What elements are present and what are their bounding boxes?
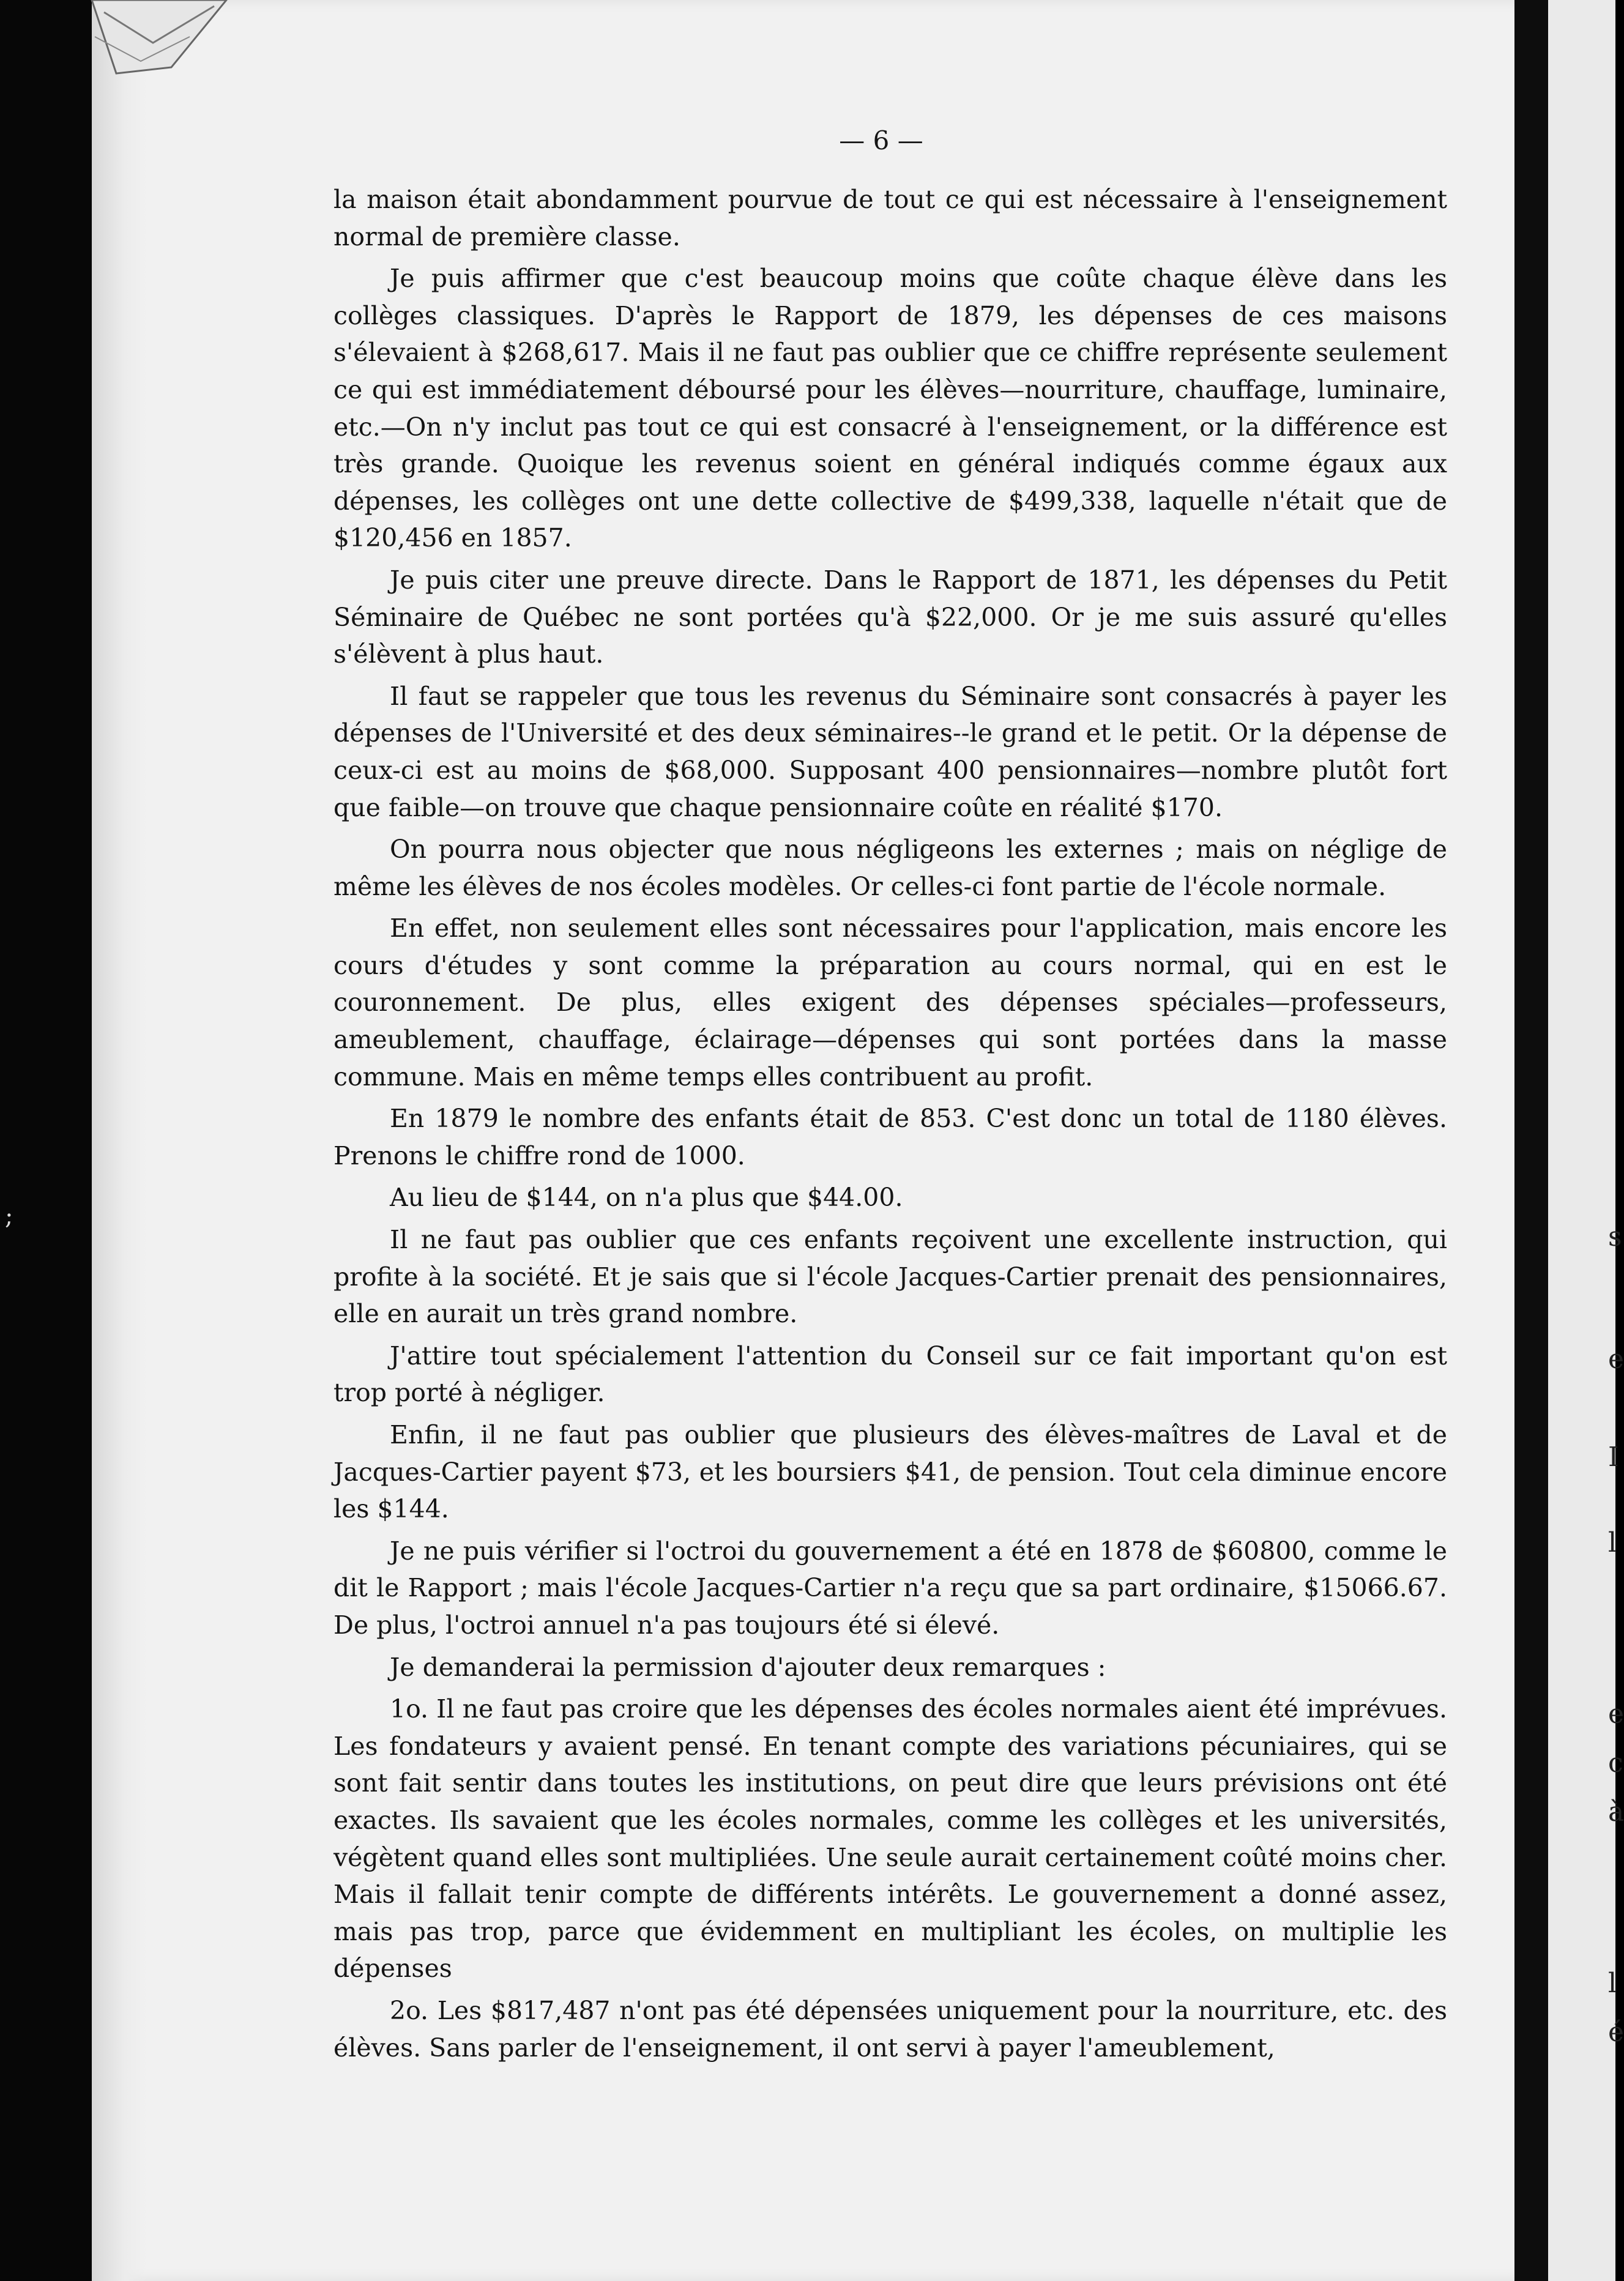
- paragraph: Je puis citer une preuve directe. Dans le Rapport de 1871, les dépenses du Petit Séminaire de Québec ne sont portées qu'à $22,000. Or je me suis assuré qu'elles s'élèvent à plus haut.: [333, 565, 1447, 669]
- adjacent-page-letter: é: [1608, 2017, 1624, 2048]
- paragraph: la maison était abondamment pourvue de tout ce qui est nécessaire à l'enseignement normal de première classe.: [333, 185, 1447, 251]
- page-number: — 6 —: [839, 125, 923, 155]
- paragraph: Il faut se rappeler que tous les revenus du Séminaire sont consacrés à payer les dépenses de l'Université et des deux séminaires--le grand et le petit. Or la dépense de ceux-ci est au moins de $68,000. Supposant 400 pensionnaires—nombre plutôt fort que faible—on trouve que chaque pensionnaire coûte en réalité $170.: [333, 681, 1447, 822]
- paragraph: En 1879 le nombre des enfants était de 853. C'est donc un total de 1180 élèves. Prenons le chiffre rond de 1000.: [333, 1104, 1447, 1170]
- paragraph: Enfin, il ne faut pas oublier que plusieurs des élèves-maîtres de Laval et de Jacques-Cartier payent $73, et les boursiers $41, de pension. Tout cela diminue encore les $144.: [333, 1420, 1447, 1524]
- left-margin-mark: ;: [5, 1202, 13, 1230]
- paragraph: En effet, non seulement elles sont nécessaires pour l'application, mais encore les cours d'études y sont comme la préparation au cours normal, qui en est le couronnement. De plus, elles exigent des dépenses spéciales—professeurs, ameublement, chauffage, éclairage—dépenses qui sont portées dans la masse commune. Mais en même temps elles contribuent au profit.: [333, 914, 1447, 1092]
- page-gutter: [1514, 0, 1548, 2281]
- paragraph: J'attire tout spécialement l'attention du Conseil sur ce fait important qu'on est trop porté à négliger.: [333, 1341, 1447, 1408]
- adjacent-page-letter: e: [1608, 1344, 1624, 1375]
- paragraph: Il ne faut pas oublier que ces enfants reçoivent une excellente instruction, qui profite à la société. Et je sais que si l'école Jacques-Cartier prenait des pensionnaires, elle en aurait un très grand nombre.: [333, 1225, 1447, 1329]
- page-binding-edge: [92, 0, 147, 2281]
- paragraph: Je ne puis vérifier si l'octroi du gouvernement a été en 1878 de $60800, comme le dit le Rapport ; mais l'école Jacques-Cartier n'a reçu que sa part ordinaire, $15066.67. De plus, l'octroi annuel n'a pas toujours été si élevé.: [333, 1536, 1447, 1640]
- adjacent-page-letter: l: [1608, 1968, 1617, 1999]
- paragraph: 1o. Il ne faut pas croire que les dépenses des écoles normales aient été imprévues. Les fondateurs y avaient pensé. En tenant compte des variations pécuniaires, qui se sont fait sentir dans toutes les institutions, on peut dire que leurs prévisions ont été exactes. Ils savaient que les écoles normales, comme les collèges et les universités, végètent quand elles sont multipliées. Une seule aurait certainement coûté moins cher. Mais il fallait tenir compte de différents intérêts. Le gouvernement a donné assez, mais pas trop, parce que évidemment en multipliant les écoles, on multiplie les dépenses: [333, 1694, 1447, 1984]
- adjacent-page-letter: e: [1608, 1699, 1624, 1730]
- adjacent-page-edge: [1548, 0, 1615, 2281]
- paragraph: 2o. Les $817,487 n'ont pas été dépensées uniquement pour la nourriture, etc. des élèves. Sans parler de l'enseignement, il ont servi à payer l'ameublement,: [333, 1995, 1447, 2063]
- paragraph: Au lieu de $144, on n'a plus que $44.00.: [390, 1183, 903, 1213]
- paragraph: Je puis affirmer que c'est beaucoup moins que coûte chaque élève dans les collèges classiques. D'après le Rapport de 1879, les dépenses de ces maisons s'élevaient à $268,617. Mais il ne faut pas oublier que ce chiffre représente seulement ce qui est immédiatement déboursé pour les élèves—nourriture, chauffage, luminaire, etc.—On n'y inclut pas tout ce qui est consacré à l'enseignement, or la différence est très grande. Quoique les revenus soient en général indiqués comme égaux aux dépenses, les collèges ont une dette collective de $499,338, laquelle n'était que de $120,456 en 1857.: [333, 264, 1447, 553]
- body-text: [333, 181, 1447, 2066]
- paragraph: Je demanderai la permission d'ajouter deux remarques :: [390, 1652, 1106, 1682]
- adjacent-page-letter: I: [1608, 1442, 1619, 1473]
- folded-corner-graphic: [67, 0, 239, 110]
- paragraph: On pourra nous objecter que nous négligeons les externes ; mais on néglige de même les élèves de nos écoles modèles. Or celles-ci font partie de l'école normale.: [333, 835, 1447, 901]
- adjacent-page-letter: s: [1608, 1221, 1622, 1252]
- adjacent-page-letter: l: [1608, 1527, 1617, 1558]
- adjacent-page-letter: c: [1608, 1747, 1623, 1779]
- adjacent-page-letter: à: [1608, 1796, 1624, 1828]
